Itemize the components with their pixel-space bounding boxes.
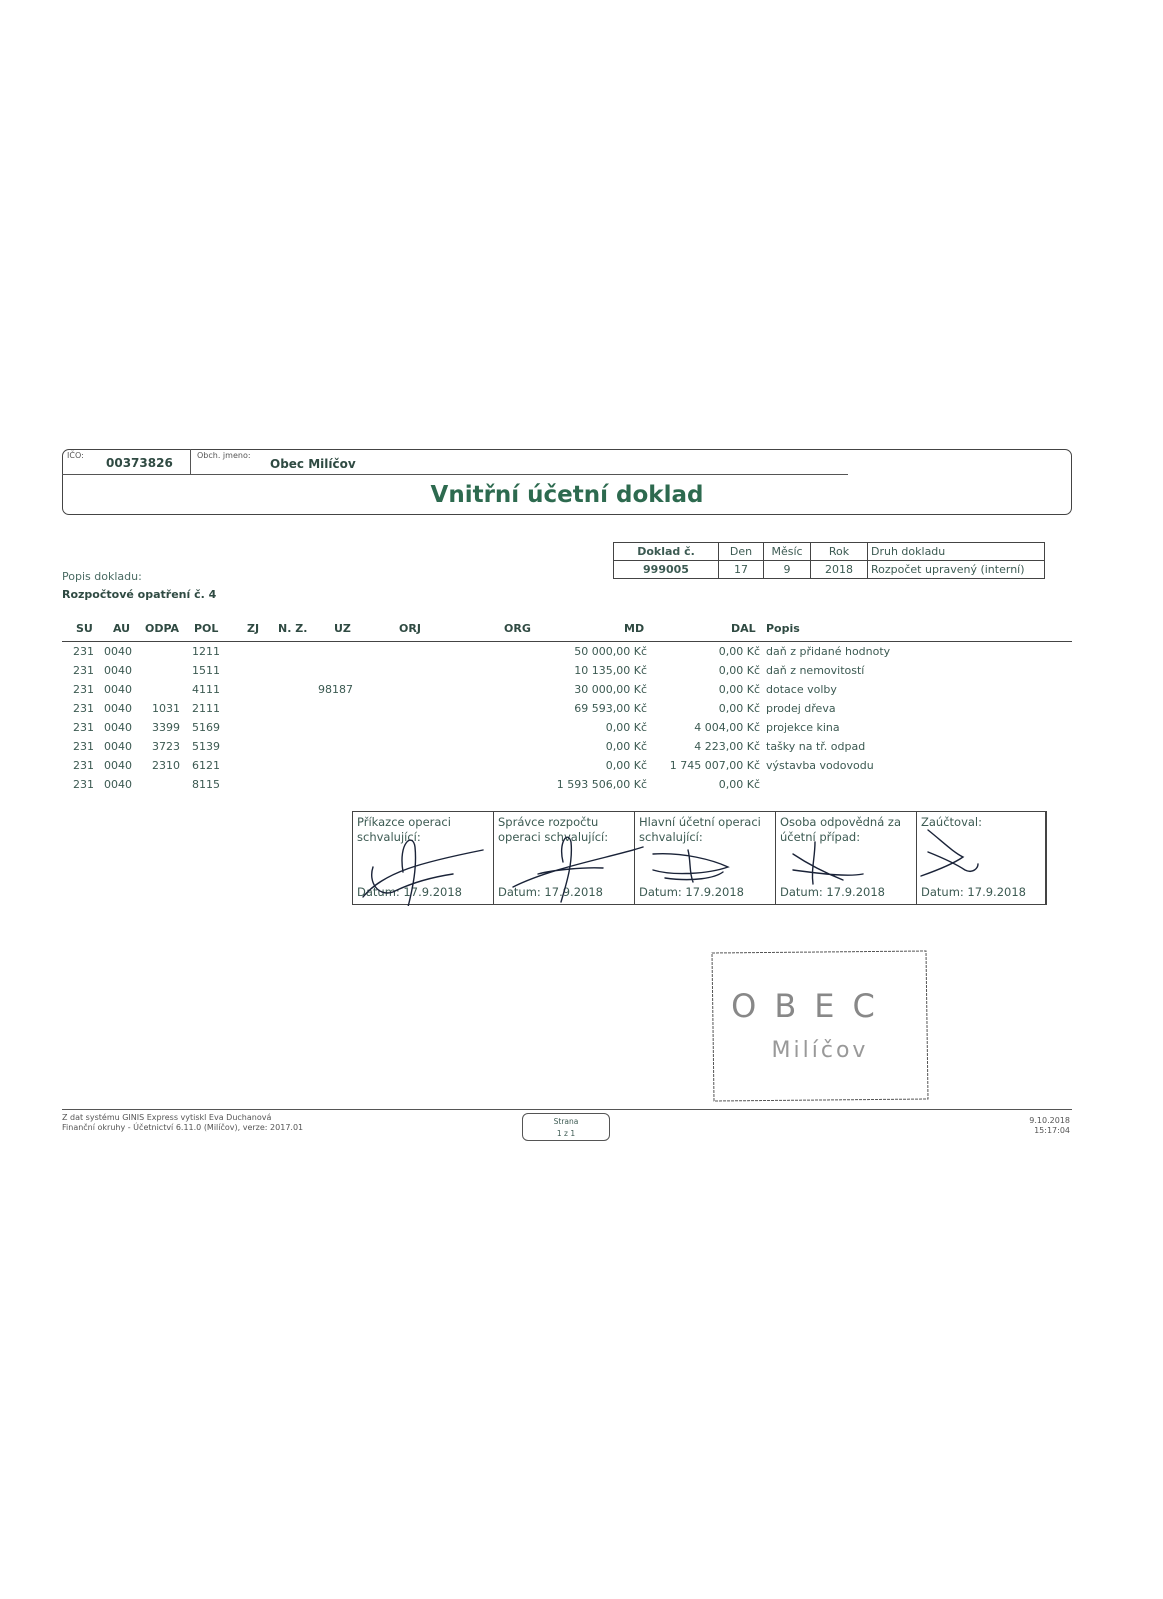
page-label: Strana xyxy=(553,1117,579,1126)
cell-popis: dotace volby xyxy=(766,683,837,696)
doc-type-value: Rozpočet upravený (interní) xyxy=(868,561,1045,579)
footer-time: 15:17:04 xyxy=(1034,1126,1070,1135)
cell-md: 69 593,00 Kč xyxy=(574,702,647,715)
table-row xyxy=(0,683,1163,701)
col-header-org: ORG xyxy=(504,622,531,635)
obch-label: Obch. jmeno: xyxy=(197,451,251,460)
cell-popis: daň z přidané hodnoty xyxy=(766,645,891,658)
cell-su: 231 xyxy=(73,759,94,772)
col-header-popis: Popis xyxy=(766,622,800,635)
col-header-dal: DAL xyxy=(731,622,756,635)
cell-su: 231 xyxy=(73,778,94,791)
signature-title: Hlavní účetní operaci schvalující: xyxy=(639,815,761,844)
signature-title: Příkazce operaci schvalující: xyxy=(357,815,451,844)
cell-dal: 0,00 Kč xyxy=(718,645,760,658)
signature-date: Datum: 17.9.2018 xyxy=(921,885,1026,899)
cell-su: 231 xyxy=(73,702,94,715)
page-indicator xyxy=(522,1113,610,1141)
year-header: Rok xyxy=(811,543,868,561)
signature-date: Datum: 17.9.2018 xyxy=(498,885,603,899)
day-value: 17 xyxy=(719,561,764,579)
cell-au: 0040 xyxy=(104,683,132,696)
cell-au: 0040 xyxy=(104,664,132,677)
cell-popis: prodej dřeva xyxy=(766,702,836,715)
municipal-stamp xyxy=(708,949,930,1105)
col-header-zj: ZJ xyxy=(247,622,260,635)
popis-value: Rozpočtové opatření č. 4 xyxy=(62,588,217,601)
cell-popis: výstavba vodovodu xyxy=(766,759,874,772)
day-header: Den xyxy=(719,543,764,561)
cell-dal: 0,00 Kč xyxy=(718,664,760,677)
footer-date: 9.10.2018 xyxy=(1029,1116,1070,1125)
table-row xyxy=(0,740,1163,758)
col-header-md: MD xyxy=(624,622,645,635)
cell-md: 1 593 506,00 Kč xyxy=(556,778,647,791)
table-row xyxy=(0,702,1163,720)
ico-value: 00373826 xyxy=(106,456,173,470)
cell-su: 231 xyxy=(73,683,94,696)
cell-popis: daň z nemovitostí xyxy=(766,664,865,677)
cell-pol: 8115 xyxy=(192,778,220,791)
cell-dal: 0,00 Kč xyxy=(718,702,760,715)
signature-date: Datum: 17.9.2018 xyxy=(357,885,462,899)
cell-dal: 4 223,00 Kč xyxy=(694,740,760,753)
ico-label: IČO: xyxy=(67,451,84,460)
obch-value: Obec Milíčov xyxy=(270,457,356,471)
cell-odpa: 3723 xyxy=(152,740,180,753)
cell-dal: 0,00 Kč xyxy=(718,778,760,791)
cell-su: 231 xyxy=(73,664,94,677)
cell-pol: 5169 xyxy=(192,721,220,734)
col-header-odpa: ODPA xyxy=(145,622,180,635)
cell-pol: 1211 xyxy=(192,645,220,658)
doc-number-value: 999005 xyxy=(614,561,719,579)
table-row xyxy=(0,778,1163,796)
cell-au: 0040 xyxy=(104,740,132,753)
footer-timestamp xyxy=(990,1116,1070,1136)
cell-pol: 5139 xyxy=(192,740,220,753)
doc-info-header-row xyxy=(614,543,1045,561)
footer-info xyxy=(62,1113,303,1133)
col-header-nz: N. Z. xyxy=(278,622,308,635)
cell-md: 0,00 Kč xyxy=(605,740,647,753)
cell-au: 0040 xyxy=(104,759,132,772)
cell-pol: 4111 xyxy=(192,683,220,696)
cell-uz: 98187 xyxy=(318,683,353,696)
stamp-line-1: OBEC xyxy=(731,987,893,1025)
footer-line-2: Finanční okruhy - Účetnictví 6.11.0 (Milíčov), verze: 2017.01 xyxy=(62,1123,304,1132)
signature-title: Zaúčtoval: xyxy=(921,815,983,829)
cell-pol: 6121 xyxy=(192,759,220,772)
cell-dal: 1 745 007,00 Kč xyxy=(669,759,760,772)
month-header: Měsíc xyxy=(764,543,811,561)
cell-au: 0040 xyxy=(104,721,132,734)
doc-number-header: Doklad č. xyxy=(614,543,719,561)
cell-md: 50 000,00 Kč xyxy=(574,645,647,658)
handwritten-signatures xyxy=(353,812,1048,906)
cell-md: 0,00 Kč xyxy=(605,759,647,772)
stamp-frame xyxy=(708,949,930,1105)
month-value: 9 xyxy=(764,561,811,579)
doc-info-table xyxy=(613,542,1045,579)
table-row xyxy=(0,721,1163,739)
doc-info-value-row xyxy=(614,561,1045,579)
cell-odpa: 1031 xyxy=(152,702,180,715)
signature-boxes xyxy=(352,811,1047,905)
popis-label: Popis dokladu: xyxy=(62,570,142,583)
table-row xyxy=(0,664,1163,682)
cell-odpa: 3399 xyxy=(152,721,180,734)
cell-popis: tašky na tř. odpad xyxy=(766,740,866,753)
col-header-su: SU xyxy=(76,622,93,635)
cell-odpa: 2310 xyxy=(152,759,180,772)
cell-su: 231 xyxy=(73,740,94,753)
cell-md: 10 135,00 Kč xyxy=(574,664,647,677)
doc-type-header: Druh dokladu xyxy=(868,543,1045,561)
footer-divider xyxy=(62,1109,1072,1110)
cell-md: 0,00 Kč xyxy=(605,721,647,734)
cell-su: 231 xyxy=(73,721,94,734)
signature-title: Osoba odpovědná za účetní případ: xyxy=(780,815,902,844)
col-header-orj: ORJ xyxy=(399,622,421,635)
table-row xyxy=(0,645,1163,663)
table-row xyxy=(0,759,1163,777)
col-header-uz: UZ xyxy=(334,622,351,635)
cell-pol: 2111 xyxy=(192,702,220,715)
cell-au: 0040 xyxy=(104,645,132,658)
signature-title: Správce rozpočtu operaci schvalující: xyxy=(498,815,609,844)
obch-cell xyxy=(191,449,356,475)
footer-line-1: Z dat systému GINIS Express vytiskl Eva Duchanová xyxy=(62,1113,272,1122)
ico-cell xyxy=(62,449,191,475)
signature-date: Datum: 17.9.2018 xyxy=(780,885,885,899)
page-title: Vnitřní účetní doklad xyxy=(430,482,704,508)
cell-su: 231 xyxy=(73,645,94,658)
cell-dal: 0,00 Kč xyxy=(718,683,760,696)
cell-pol: 1511 xyxy=(192,664,220,677)
header-divider xyxy=(62,641,1072,642)
col-header-au: AU xyxy=(113,622,131,635)
cell-dal: 4 004,00 Kč xyxy=(694,721,760,734)
cell-md: 30 000,00 Kč xyxy=(574,683,647,696)
signature-date: Datum: 17.9.2018 xyxy=(639,885,744,899)
cell-popis: projekce kina xyxy=(766,721,840,734)
cell-au: 0040 xyxy=(104,778,132,791)
col-header-pol: POL xyxy=(194,622,219,635)
year-value: 2018 xyxy=(811,561,868,579)
stamp-line-2: Milíčov xyxy=(771,1038,869,1063)
cell-au: 0040 xyxy=(104,702,132,715)
page-value: 1 z 1 xyxy=(556,1129,576,1138)
